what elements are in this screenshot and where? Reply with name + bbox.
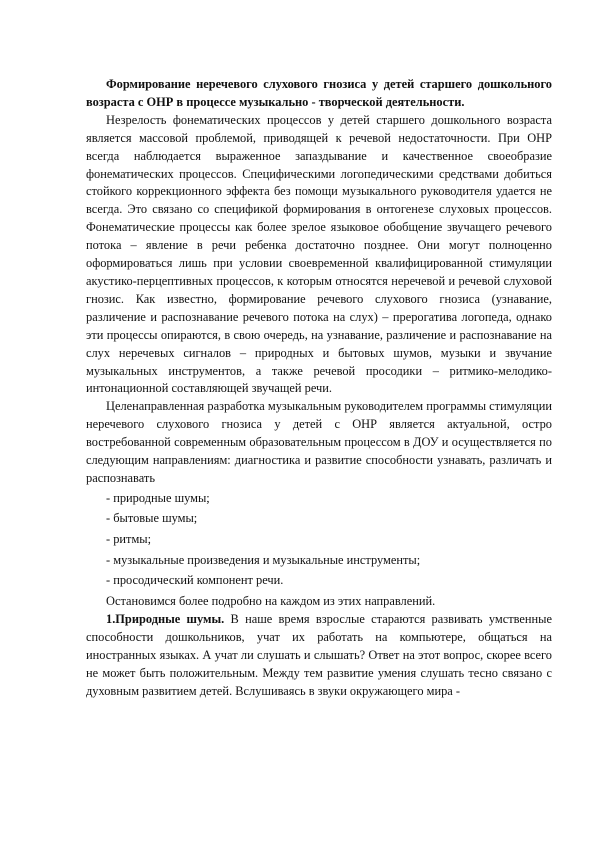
list-item: - природные шумы; [106, 490, 210, 505]
directions-list [86, 488, 552, 591]
section-heading: 1.Природные шумы. [106, 612, 225, 627]
paragraph-1: Незрелость фонематических процессов у детей старшего дошкольного возраста является массовой проблемой, приводящей к речевой недостаточности. При ОНР всегда наблюдается выраженное запаздывание и качественное своеобразие фонематических процессов. Специфическими логопедическими средствами добиться стойкого коррекционного эффекта без помощи музыкального руководителя удается не всегда. Это связано со спецификой формирования в онтогенезе слуховых процессов. Фонематические процессы как более зрелое языковое обобщение звучащего речевого потока – явление в речи ребенка достаточно позднее. Они могут полноценно оформироваться лишь при условии своевременной квалифицированной стимуляции акустико-перцептивных процессов, к которым относятся неречевой и речевой слуховой гнозис. Как известно, формирование речевого слухового гнозиса (узнавание, различение и распознавание речевого потока на слух) – прерогатива логопеда, однако эти процессы опираются, в свою очередь, на узнавание, различение и распознавание на слух неречевых сигналов – природных и бытовых шумов, музыки и звучание музыкальных инструментов, а также речевой просодики – ритмико-мелодико-интонационной составляющей звучащей речи. [86, 112, 552, 396]
list-item: - просодический компонент речи. [106, 573, 284, 588]
section-text: В наше время взрослые стараются развивать умственные способности дошкольников, учат их работать на компьютере, общаться на иностранных языках. А учат ли слушать и слышать? Ответ на этот вопрос, скорее всего не может быть положительным. Между тем развитие умения слушать тесно связано с духовным развитием детей. Вслушиваясь в звуки окружающего мира - [86, 612, 552, 699]
list-item: - музыкальные произведения и музыкальные инструменты; [106, 552, 421, 567]
list-item: - ритмы; [106, 532, 152, 547]
list-item: - бытовые шумы; [106, 511, 198, 526]
section-paragraph [86, 611, 552, 701]
document-page [86, 76, 552, 701]
document-title: Формирование неречевого слухового гнозиса у детей старшего дошкольного возраста с ОНР в процессе музыкально - творческой деятельности. [86, 77, 552, 109]
paragraph-2: Целенаправленная разработка музыкальным руководителем программы стимуляции неречевого слухового гнозиса у детей с ОНР является актуальной, остро востребованной современным образовательным процессом в ДОУ и осуществляется по следующим направлениям: диагностика и развитие способности узнавать, различать и распознавать [86, 399, 552, 485]
after-list-text: Остановимся более подробно на каждом из этих направлений. [106, 593, 436, 608]
